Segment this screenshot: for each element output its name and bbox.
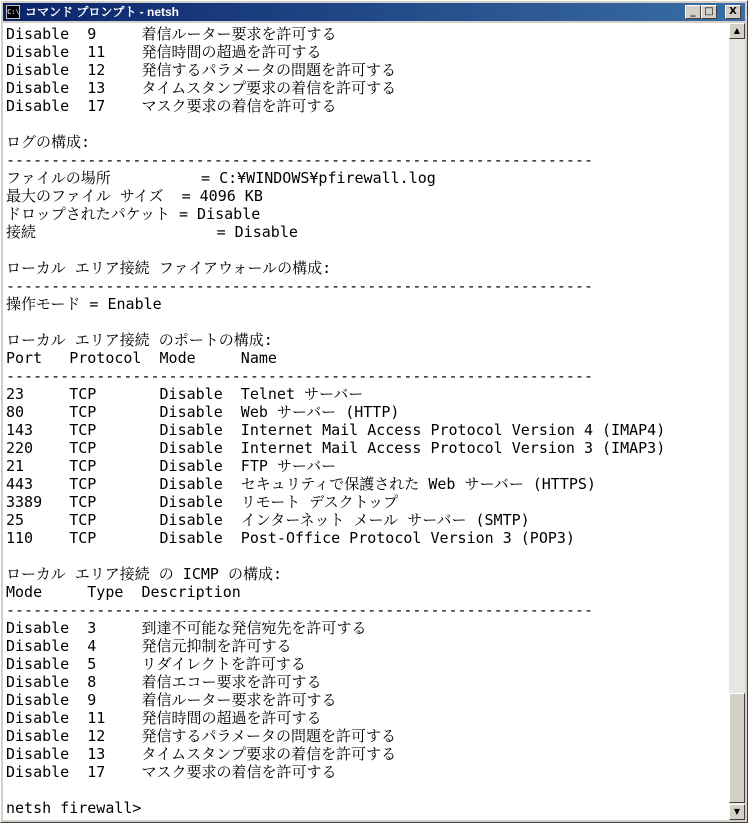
- console-line: -----------------------------------------------------------------: [6, 277, 593, 295]
- minimize-button[interactable]: _: [685, 5, 701, 19]
- console-line: -----------------------------------------------------------------: [6, 367, 593, 385]
- console-line: ファイルの場所 = C:¥WINDOWS¥pfirewall.log: [6, 169, 436, 187]
- console-line: Disable 8 着信エコー要求を許可する: [6, 673, 322, 691]
- console-line: Disable 9 着信ルーター要求を許可する: [6, 25, 337, 43]
- console-line: 23 TCP Disable Telnet サーバー: [6, 385, 364, 403]
- console-line: Disable 17 マスク要求の着信を許可する: [6, 763, 337, 781]
- console-line: 80 TCP Disable Web サーバー (HTTP): [6, 403, 400, 421]
- scroll-up-button[interactable]: ▲: [729, 23, 745, 39]
- console-line: -----------------------------------------------------------------: [6, 151, 593, 169]
- vertical-scrollbar[interactable]: [729, 23, 745, 820]
- console-line: 110 TCP Disable Post-Office Protocol Version 3 (POP3): [6, 529, 575, 547]
- console-line: Disable 4 発信元抑制を許可する: [6, 637, 292, 655]
- console-line: 143 TCP Disable Internet Mail Access Protocol Version 4 (IMAP4): [6, 421, 666, 439]
- console-line: Disable 17 マスク要求の着信を許可する: [6, 97, 337, 115]
- console-line: Mode Type Description: [6, 583, 241, 601]
- console-line: Disable 11 発信時間の超過を許可する: [6, 43, 322, 61]
- console-line: ローカル エリア接続 ファイアウォールの構成:: [6, 259, 332, 277]
- console-line: 操作モード = Enable: [6, 295, 162, 313]
- console-line: Port Protocol Mode Name: [6, 349, 277, 367]
- console-line: 443 TCP Disable セキュリティで保護された Web サーバー (HTTPS): [6, 475, 596, 493]
- command-prompt-icon[interactable]: C:\: [6, 5, 20, 19]
- title-bar[interactable]: [3, 3, 745, 21]
- console-line: netsh firewall>: [6, 799, 142, 817]
- console-line: Disable 13 タイムスタンプ要求の着信を許可する: [6, 745, 397, 763]
- console-line: 220 TCP Disable Internet Mail Access Protocol Version 3 (IMAP3): [6, 439, 666, 457]
- console-line: 3389 TCP Disable リモート デスクトップ: [6, 493, 399, 511]
- console-line: ローカル エリア接続 のポートの構成:: [6, 331, 273, 349]
- console-line: Disable 12 発信するパラメータの問題を許可する: [6, 61, 397, 79]
- console-line: ドロップされたパケット = Disable: [6, 205, 261, 223]
- console-line: 最大のファイル サイズ = 4096 KB: [6, 187, 263, 205]
- console-line: Disable 3 到達不可能な発信宛先を許可する: [6, 619, 367, 637]
- scroll-thumb[interactable]: [729, 693, 745, 803]
- console-line: ローカル エリア接続 の ICMP の構成:: [6, 565, 282, 583]
- console-line: 21 TCP Disable FTP サーバー: [6, 457, 337, 475]
- console-line: Disable 11 発信時間の超過を許可する: [6, 709, 322, 727]
- console-line: Disable 5 リダイレクトを許可する: [6, 655, 306, 673]
- console-line: -----------------------------------------------------------------: [6, 601, 593, 619]
- maximize-button[interactable]: □: [701, 5, 717, 19]
- console-line: Disable 13 タイムスタンプ要求の着信を許可する: [6, 79, 397, 97]
- console-line: 接続 = Disable: [6, 223, 298, 241]
- console-line: 25 TCP Disable インターネット メール サーバー (SMTP): [6, 511, 530, 529]
- close-button[interactable]: X: [725, 5, 741, 19]
- console-line: Disable 9 着信ルーター要求を許可する: [6, 691, 337, 709]
- window-title: コマンド プロンプト - netsh: [25, 5, 180, 19]
- console-line: Disable 12 発信するパラメータの問題を許可する: [6, 727, 397, 745]
- console-line: ログの構成:: [6, 133, 91, 151]
- scroll-down-button[interactable]: ▼: [729, 804, 745, 820]
- console-output[interactable]: [3, 23, 729, 820]
